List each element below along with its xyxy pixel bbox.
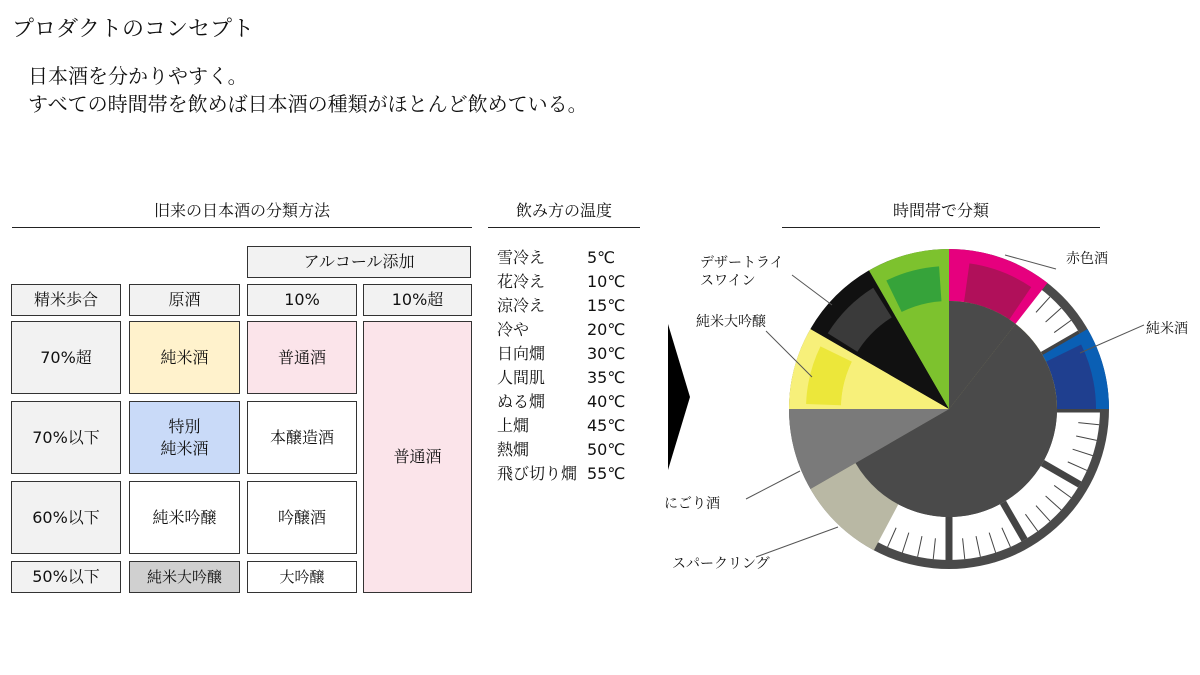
temp-row (497, 294, 625, 318)
slide-title: プロダクトのコンセプト (12, 17, 255, 42)
classification-heading: 旧来の日本酒の分類方法 (153, 201, 330, 220)
clock-heading: 時間帯で分類 (892, 201, 989, 220)
cell-futsushu-merged: 普通酒 (363, 321, 472, 593)
alcohol-added-header: アルコール添加 (247, 246, 471, 278)
leader-line (792, 275, 832, 305)
temp-row (497, 270, 625, 294)
description-line-1: 日本酒を分かりやすく。 (28, 64, 248, 88)
temperature-rule (488, 227, 640, 228)
classification-rule (12, 227, 472, 228)
temp-name: 花冷え (497, 272, 546, 291)
temp-row (497, 366, 625, 390)
temp-row (497, 438, 625, 462)
temp-name: ぬる燗 (497, 392, 546, 411)
cell-honjozo: 本醸造酒 (247, 401, 357, 474)
header-polishing-rate: 精米歩合 (11, 284, 121, 316)
label-nigorizake: にごり酒 (664, 496, 720, 512)
temp-name: 上燗 (497, 416, 530, 435)
label-akairozake: 赤色酒 (1066, 251, 1108, 267)
temp-row (497, 342, 625, 366)
cell-tokubetsu-junmai: 特別 純米酒 (129, 401, 240, 474)
header-genshu: 原酒 (129, 284, 240, 316)
temp-value: 40℃ (587, 392, 626, 411)
cell-junmai: 純米酒 (129, 321, 240, 394)
temp-row (497, 318, 625, 342)
header-over-10pct: 10%超 (363, 284, 472, 316)
rate-50-under: 50%以下 (11, 561, 121, 593)
temp-row (497, 390, 625, 414)
rate-70-over: 70%超 (11, 321, 121, 394)
rate-60-under: 60%以下 (11, 481, 121, 554)
temp-row (497, 246, 625, 270)
cell-daiginjo: 大吟醸 (247, 561, 357, 593)
temperature-list (497, 246, 625, 486)
rate-70-under: 70%以下 (11, 401, 121, 474)
temp-row (497, 462, 625, 486)
temp-value: 50℃ (587, 440, 626, 459)
temp-value: 35℃ (587, 368, 626, 387)
temp-value: 55℃ (587, 464, 626, 483)
temp-name: 冷や (497, 320, 530, 339)
clock-rule (782, 227, 1100, 228)
temp-value: 5℃ (587, 248, 616, 267)
temperature-heading: 飲み方の温度 (515, 201, 612, 220)
temp-name: 飛び切り燗 (497, 464, 578, 483)
temp-name: 雪冷え (497, 248, 546, 267)
slide-description (28, 62, 588, 118)
description-line-2: すべての時間帯を飲めば日本酒の種類がほとんど飲めている。 (28, 92, 588, 116)
temp-value: 20℃ (587, 320, 626, 339)
temp-name: 日向燗 (497, 344, 546, 363)
temp-name: 涼冷え (497, 296, 546, 315)
cell-junmai-daiginjo: 純米大吟醸 (129, 561, 240, 593)
temp-value: 30℃ (587, 344, 626, 363)
temp-value: 45℃ (587, 416, 626, 435)
label-junmai-daiginjo: 純米大吟醸 (696, 314, 766, 330)
header-10pct: 10% (247, 284, 357, 316)
label-sparkling: スパークリング (672, 556, 770, 572)
temp-value: 15℃ (587, 296, 626, 315)
cell-futsushu: 普通酒 (247, 321, 357, 394)
label-dessert-wine: デザートライ スワイン (700, 255, 784, 289)
temp-row (497, 414, 625, 438)
temp-name: 人間肌 (497, 368, 546, 387)
leader-line (756, 527, 838, 557)
leader-line (746, 471, 800, 499)
label-junmaishu: 純米酒 (1146, 321, 1188, 337)
cell-ginjo: 吟醸酒 (247, 481, 357, 554)
cell-junmai-ginjo: 純米吟醸 (129, 481, 240, 554)
temp-name: 熱燗 (497, 440, 530, 459)
temp-value: 10℃ (587, 272, 626, 291)
